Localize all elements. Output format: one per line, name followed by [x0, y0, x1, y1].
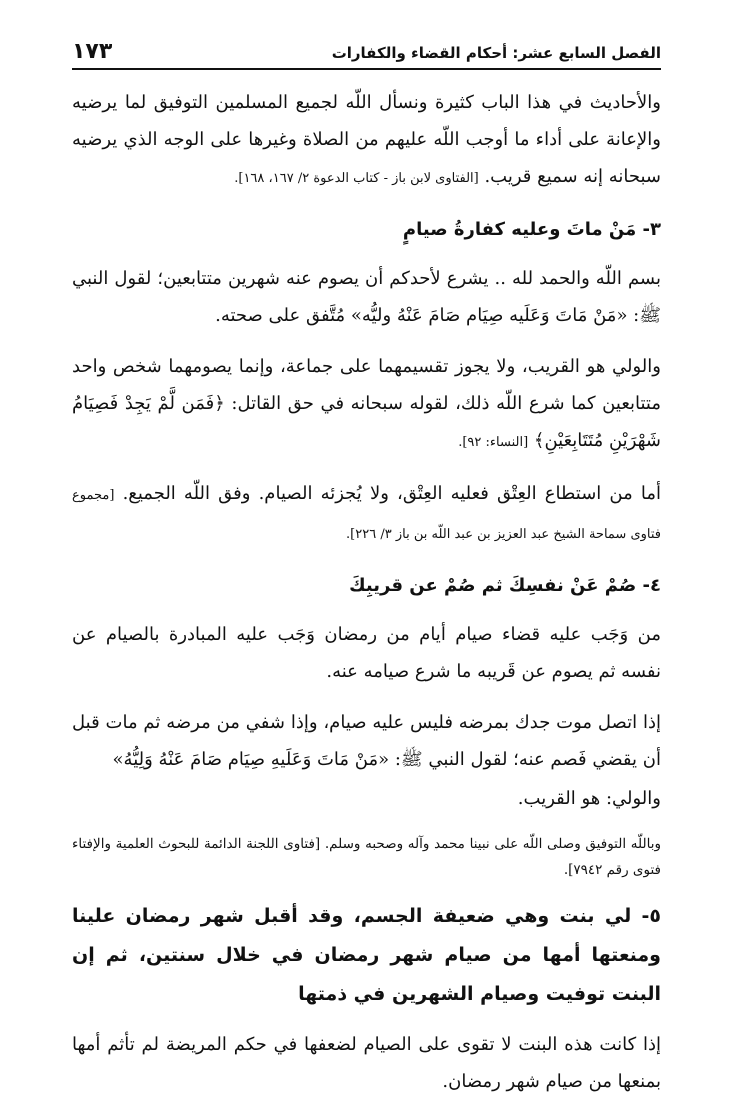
- paragraph-5: من وَجَب عليه قضاء صيام أيام من رمضان وَجَب عليه المبادرة بالصيام عن نفسه ثم يصوم عن قَريبه ما شرع صيامه عنه.: [72, 624, 661, 682]
- paragraph-4: [72, 475, 661, 553]
- paragraph-3-citation: [النساء: ٩٢].: [458, 435, 529, 450]
- paragraph-4-citation: [مجموع فتاوى سماحة الشيخ عبد العزيز بن عبد اللّه بن باز ٣/ ٢٢٦].: [72, 488, 661, 542]
- paragraph-1: [72, 84, 661, 197]
- paragraph-3-text: والولي هو القريب، ولا يجوز تقسيمهما على جماعة، وإنما يصومهما شخص واحد متتابعين كما شرع اللّه ذلك، لقوله سبحانه في حق القاتل: ﴿فَمَن لَّمْ يَجِدْ فَصِيَامُ شَهْرَيْنِ مُتَتَابِعَيْنِ﴾: [72, 356, 661, 451]
- section-heading-3: ٣- مَنْ ماتَ وعليه كفارةُ صيامٍ: [402, 219, 661, 240]
- page-header: [72, 30, 661, 70]
- paragraph-3: [72, 348, 661, 461]
- paragraph-2: بسم اللّه والحمد لله .. يشرع لأحدكم أن يصوم عنه شهرين متتابعين؛ لقول النبي ﷺ: «مَنْ مَاتَ وَعَلَيه صِيَام صَامَ عَنْهُ وليُّه» مُتَّفق على صحته.: [72, 268, 661, 326]
- paragraph-1-text: والأحاديث في هذا الباب كثيرة ونسأل اللّه لجميع المسلمين التوفيق لما يرضيه والإعانة على أداء ما أوجب اللّه عليهم من الصلاة وغيرها على الوجه الذي يرضيه سبحانه إنه سميع قريب.: [72, 92, 661, 187]
- paragraph-9: إذا كانت هذه البنت لا تقوى على الصيام لضعفها في حكم المريضة لم تأثم أمها بمنعها من صيام شهر رمضان.: [72, 1034, 661, 1092]
- section-heading-4: ٤- صُمْ عَنْ نفسِكَ ثم صُمْ عن قريبِكَ: [349, 575, 661, 596]
- chapter-title: الفصل السابع عشر: أحكام القضاء والكفارات: [331, 44, 661, 62]
- page-number: ١٧٣: [72, 39, 113, 64]
- paragraph-1-citation: [الفتاوى لابن باز - كتاب الدعوة ٢/ ١٦٧، ١٦٨].: [234, 171, 479, 186]
- paragraph-7: والولي: هو القريب.: [517, 788, 661, 809]
- page-body: [72, 84, 661, 1114]
- paragraph-8: وباللّه التوفيق وصلى اللّه على نبينا محمد وآله وصحبه وسلم. [فتاوى اللجنة الدائمة للبحوث العلمية والإفتاء فتوى رقم ٧٩٤٢].: [72, 836, 661, 878]
- paragraph-6: إذا اتصل موت جدك بمرضه فليس عليه صيام، وإذا شفي من مرضه ثم مات قبل أن يقضي فَصم عنه؛ لقول النبي ﷺ: «مَنْ مَاتَ وَعَلَيهِ صِيَام صَامَ عَنْهُ وَلِيُّهُ»: [72, 712, 661, 770]
- section-heading-5: ٥- لي بنت وهي ضعيفة الجسم، وقد أقبل شهر رمضان علينا ومنعتها أمها من صيام شهر رمضان في خلال سنتين، ثم إن البنت توفيت وصيام الشهرين في ذمتها: [72, 905, 661, 1005]
- paragraph-4-text: أما من استطاع العِتْق فعليه العِتْق، ولا يُجزئه الصيام. وفق اللّه الجميع.: [122, 483, 661, 504]
